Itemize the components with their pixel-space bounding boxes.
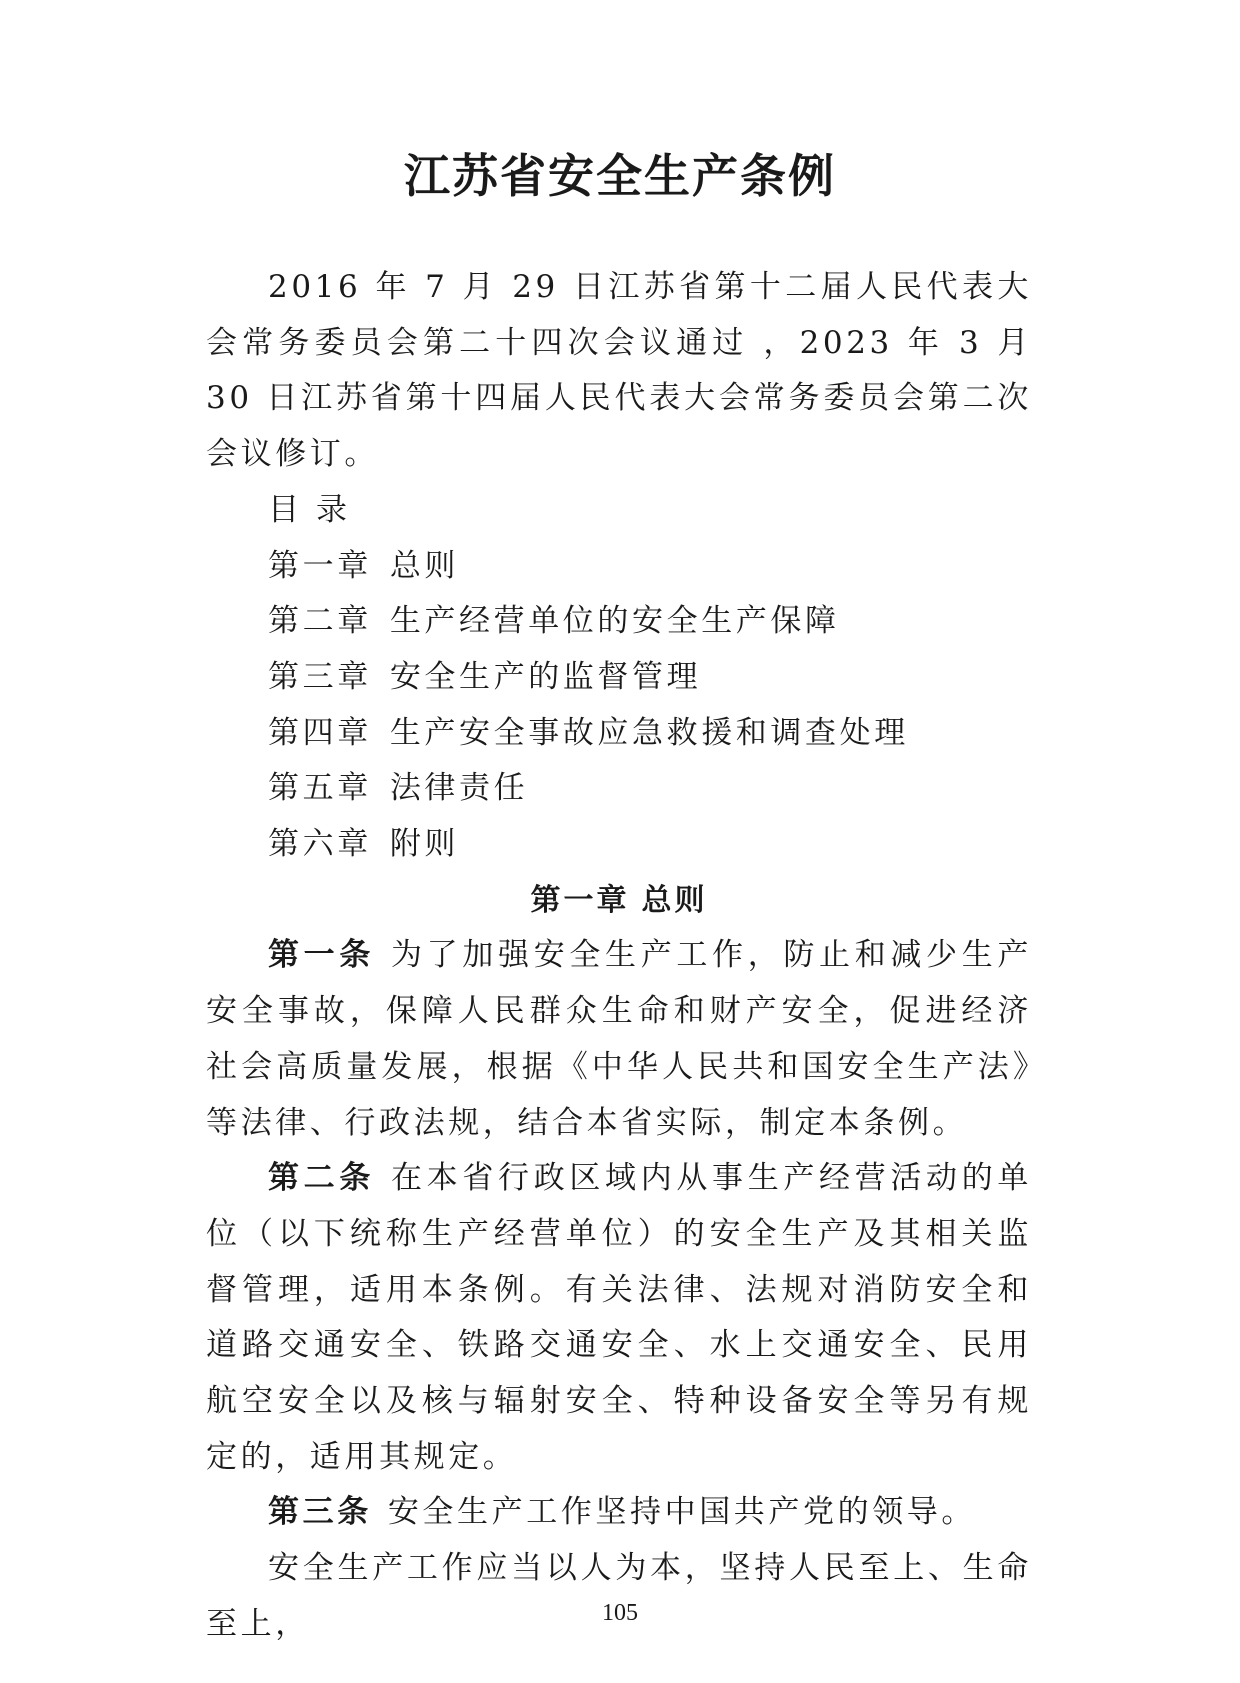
toc-item <box>206 539 1032 595</box>
toc-item <box>206 761 1032 817</box>
toc-chapter-number: 第三章 <box>268 658 372 695</box>
toc-item <box>206 594 1032 650</box>
toc-chapter-number: 第二章 <box>268 603 372 640</box>
toc-item <box>206 706 1032 762</box>
chapter-name: 总则 <box>641 882 708 918</box>
toc-chapter-name: 生产经营单位的安全生产保障 <box>389 603 840 640</box>
toc-chapter-number: 第四章 <box>268 714 372 751</box>
toc-chapter-name: 附则 <box>389 826 460 863</box>
toc-chapter-number: 第一章 <box>268 547 372 584</box>
article-label: 第三条 <box>268 1494 372 1531</box>
article-text: 为了加强安全生产工作，防止和减少生产安全事故，保障人民群众生命和财产安全，促进经济社会高质量发展，根据《中华人民共和国安全生产法》等法律、行政法规，结合本省实际，制定本条例。 <box>206 937 1032 1141</box>
document-body <box>206 260 1032 1653</box>
article-paragraph <box>206 1151 1032 1485</box>
toc-item <box>206 817 1032 873</box>
toc-heading: 目 录 <box>268 491 351 528</box>
toc-chapter-name: 生产安全事故应急救援和调查处理 <box>389 714 909 751</box>
article-label: 第二条 <box>268 1160 376 1197</box>
toc-chapter-name: 安全生产的监督管理 <box>389 658 702 695</box>
toc-chapter-number: 第六章 <box>268 826 372 863</box>
continuation-paragraph: 安全生产工作应当以人为本，坚持人民至上、生命至上， <box>206 1550 1032 1642</box>
chapter-number: 第一章 <box>530 882 630 918</box>
toc-chapter-name: 总则 <box>389 547 460 584</box>
toc-chapter-name: 法律责任 <box>389 770 529 807</box>
page-number: 105 <box>602 1600 638 1626</box>
article-text: 在本省行政区域内从事生产经营活动的单位（以下统称生产经营单位）的安全生产及其相关监督管理，适用本条例。有关法律、法规对消防安全和道路交通安全、铁路交通安全、水上交通安全、民用航空安全以及核与辐射安全、特种设备安全等另有规定的，适用其规定。 <box>206 1160 1032 1475</box>
toc-item <box>206 650 1032 706</box>
article-paragraph <box>206 1485 1032 1541</box>
article-label: 第一条 <box>268 937 376 974</box>
toc-chapter-number: 第五章 <box>268 770 372 807</box>
chapter-heading <box>206 873 1032 929</box>
article-paragraph <box>206 928 1032 1151</box>
page-title: 江苏省安全生产条例 <box>404 149 836 203</box>
preamble-paragraph: 2016 年 7 月 29 日江苏省第十二届人民代表大会常务委员会第二十四次会议通过 ，2023 年 3 月 30 日江苏省第十四届人民代表大会常务委员会第二次会议修订。 <box>206 269 1032 473</box>
article-text: 安全生产工作坚持中国共产党的领导。 <box>387 1494 977 1531</box>
